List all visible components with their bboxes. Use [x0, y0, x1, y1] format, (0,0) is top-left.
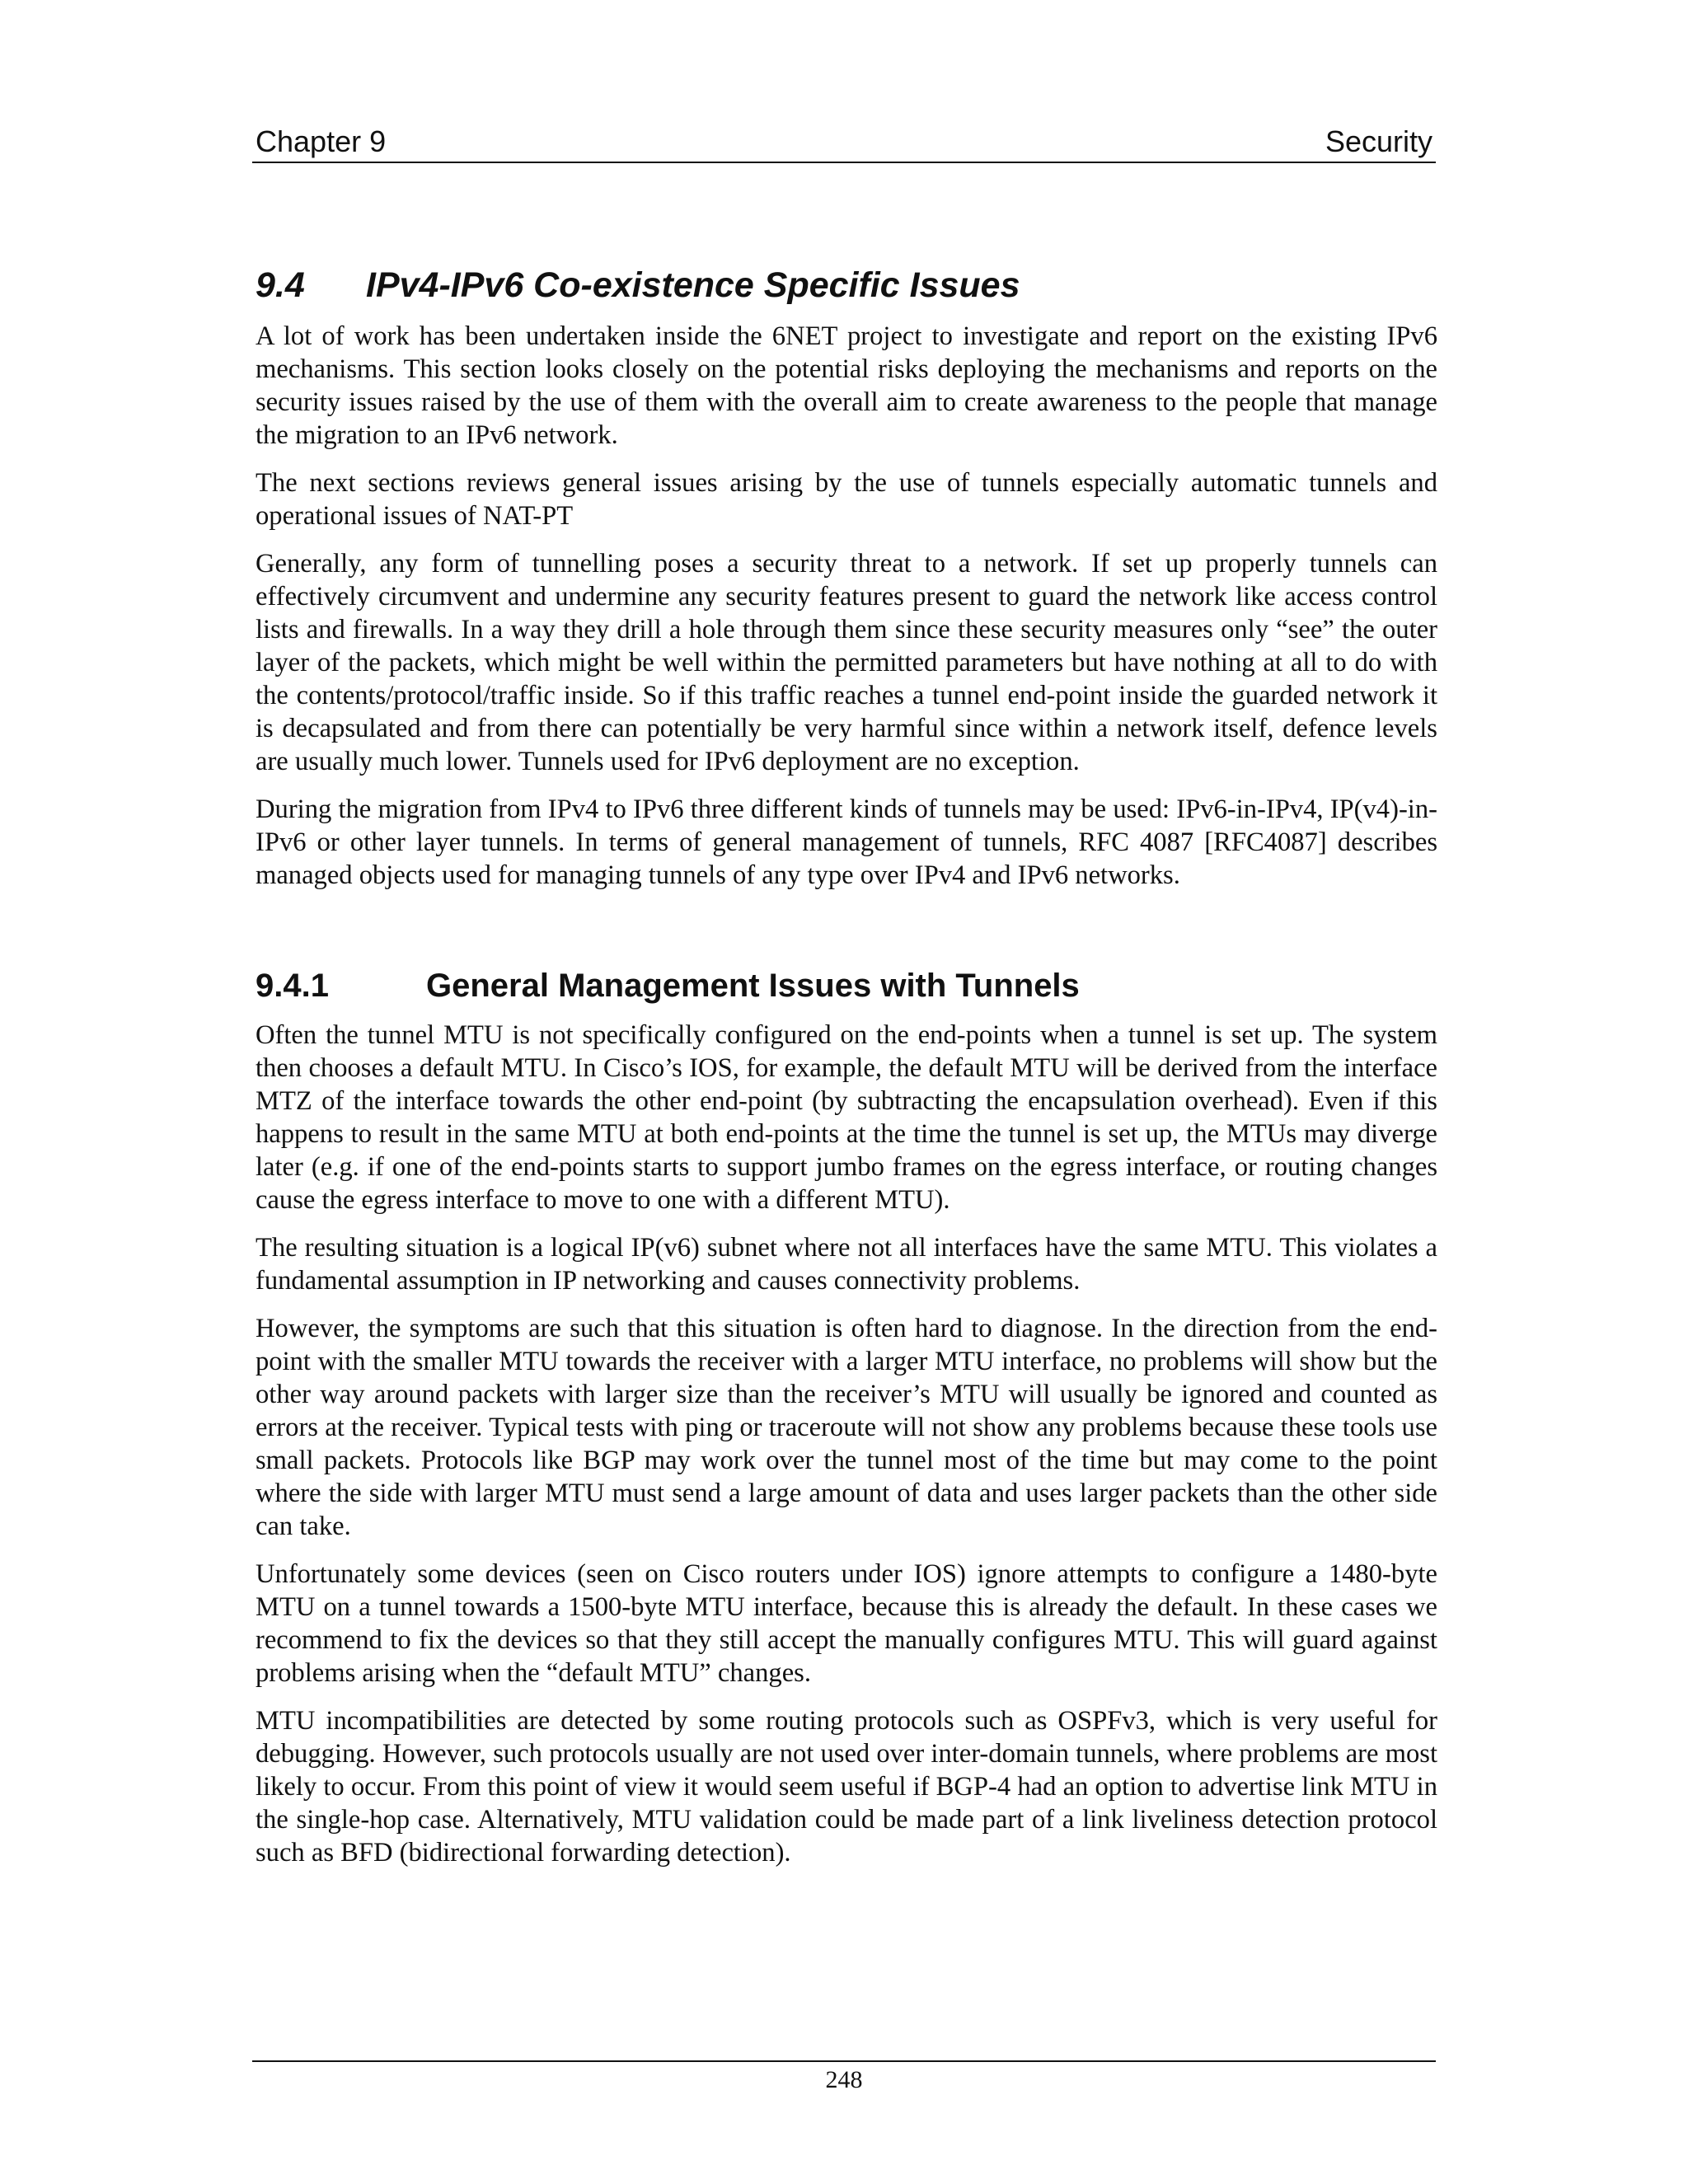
body-paragraph: MTU incompatibilities are detected by some routing protocols such as OSPFv3, which is very useful for debugging. However, such protocols usually are not used over inter-domain tunnels, where problems are most likely to occur. From this point of view it would seem useful if BGP-4 had an option to advertise link MTU in the single-hop case. Alternatively, MTU validation could be made part of a link liveliness detection protocol such as BFD (bidirectional forwarding detection).	[256, 1706, 1437, 1868]
running-footer	[252, 2060, 1436, 2102]
body-paragraph: Unfortunately some devices (seen on Cisco routers under IOS) ignore attempts to configure a 1480-byte MTU on a tunnel towards a 1500-byte MTU interface, because this is already the default. In these cases we recommend to fix the devices so that they still accept the manually configures MTU. This will guard against problems arising when the “default MTU” changes.	[256, 1559, 1437, 1688]
body-paragraph: Generally, any form of tunnelling poses a security threat to a network. If set up properly tunnels can effectively circumvent and undermine any security features present to guard the network like access control lists and firewalls. In a way they drill a hole through them since these security measures only “see” the outer layer of the packets, which might be well within the permitted parameters but have nothing at all to do with the contents/protocol/traffic inside. So if this traffic reaches a tunnel end-point inside the guarded network it is decapsulated and from there can potentially be very harmful since within a network itself, defence levels are usually much lower. Tunnels used for IPv6 deployment are no exception.	[256, 549, 1437, 776]
body-paragraph: Often the tunnel MTU is not specifically configured on the end-points when a tunnel is set up. The system then chooses a default MTU. In Cisco’s IOS, for example, the default MTU will be derived from the interface MTZ of the interface towards the other end-point (by subtracting the encapsulation overhead). Even if this happens to result in the same MTU at both end-points at the time the tunnel is set up, the MTUs may diverge later (e.g. if one of the end-points starts to support jumbo frames on the egress interface, or routing changes cause the egress interface to move to one with a different MTU).	[256, 1020, 1437, 1215]
section-title: IPv4-IPv6 Co-existence Specific Issues	[366, 265, 1020, 305]
page-number: 248	[825, 2066, 863, 2093]
subsection-heading	[256, 964, 1437, 1007]
section-number: 9.4	[256, 265, 305, 305]
body-paragraph: The next sections reviews general issues arising by the use of tunnels especially automatic tunnels and operational issues of NAT-PT	[256, 468, 1437, 531]
body-paragraph: However, the symptoms are such that this situation is often hard to diagnose. In the direction from the end-point with the smaller MTU towards the receiver with a larger MTU interface, no problems will show but the other way around packets with larger size than the receiver’s MTU will usually be ignored and counted as errors at the receiver. Typical tests with ping or traceroute will not show any problems because these tools use small packets. Protocols like BGP may work over the tunnel most of the time but may come to the point where the side with larger MTU must send a large amount of data and uses larger packets than the other side can take.	[256, 1314, 1437, 1541]
section-heading	[256, 262, 1437, 308]
body-paragraph: During the migration from IPv4 to IPv6 three different kinds of tunnels may be used: IPv6-in-IPv4, IP(v4)-in-IPv6 or other layer tunnels. In terms of general management of tunnels, RFC 4087 [RFC4087] describes managed objects used for managing tunnels of any type over IPv4 and IPv6 networks.	[256, 794, 1437, 890]
subsection-number: 9.4.1	[256, 968, 329, 1004]
subsection-title: General Management Issues with Tunnels	[426, 968, 1080, 1004]
body-paragraph: A lot of work has been undertaken inside the 6NET project to investigate and report on the existing IPv6 mechanisms. This section looks closely on the potential risks deploying the mechanisms and reports on the security issues raised by the use of them with the overall aim to create awareness to the people that manage the migration to an IPv6 network.	[256, 321, 1437, 450]
running-header	[252, 122, 1436, 163]
section-label: Security	[1325, 124, 1432, 158]
body-paragraph: The resulting situation is a logical IP(v6) subnet where not all interfaces have the same MTU. This violates a fundamental assumption in IP networking and causes connectivity problems.	[256, 1233, 1437, 1296]
page-content	[256, 262, 1437, 1884]
chapter-label: Chapter 9	[256, 124, 387, 158]
